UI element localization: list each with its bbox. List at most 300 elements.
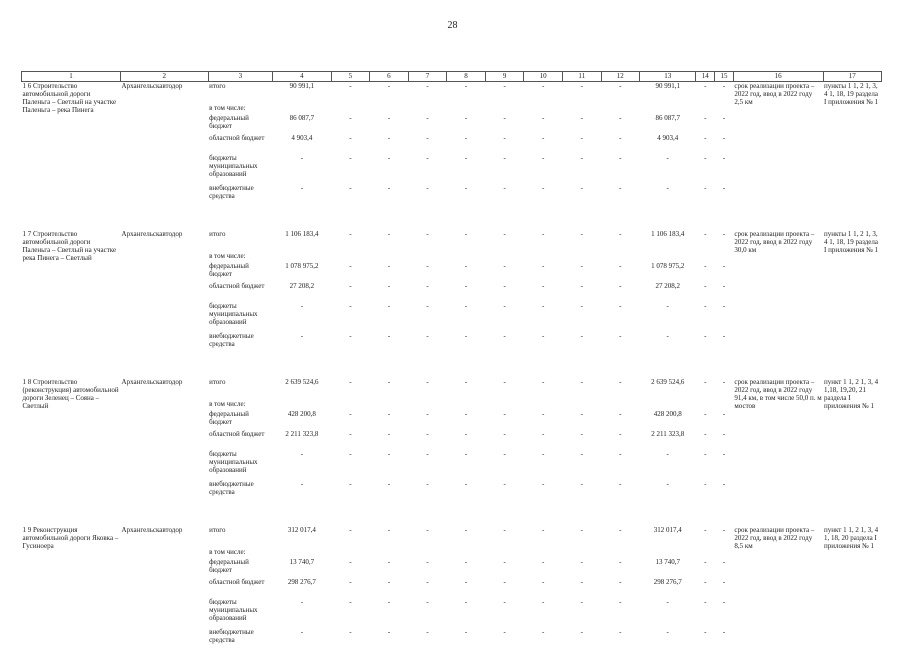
year-2022-amount-cell: [640, 252, 696, 262]
total-amount-cell: 1 078 975,2: [285, 261, 319, 270]
executor-cell: Архангельскавтодор: [121, 229, 183, 238]
funding-source-label: областной бюджет: [209, 577, 265, 586]
year-amount-cell: -: [722, 577, 726, 586]
col-header: 10: [524, 72, 563, 82]
year-amount-cell: -: [619, 597, 622, 606]
total-amount-cell: 86 087,7: [289, 113, 315, 122]
year-amount-cell: -: [464, 525, 468, 534]
year-amount-cell: -: [349, 449, 352, 458]
col-header: 16: [733, 72, 823, 82]
year-amount-cell: -: [704, 577, 707, 586]
year-amount-cell: -: [722, 133, 726, 142]
year-amount-cell: -: [349, 577, 352, 586]
year-amount-cell: [485, 104, 524, 114]
year-amount-cell: -: [722, 261, 726, 270]
year-amount-cell: [370, 400, 409, 410]
year-amount-cell: [447, 252, 486, 262]
year-amount-cell: -: [580, 281, 583, 290]
year-amount-cell: -: [542, 301, 545, 310]
total-amount-cell: 428 200,8: [287, 409, 316, 418]
funding-source-label: областной бюджет: [209, 281, 265, 290]
year-amount-cell: -: [387, 377, 391, 386]
year-amount-cell: -: [464, 377, 468, 386]
year-amount-cell: -: [619, 133, 622, 142]
year-amount-cell: -: [503, 627, 506, 636]
table-body: [22, 72, 882, 650]
funding-source-label: итого: [209, 525, 226, 534]
total-amount-cell: -: [300, 627, 304, 636]
year-amount-cell: -: [503, 597, 506, 606]
year-amount-cell: -: [580, 525, 583, 534]
year-amount-cell: -: [580, 557, 583, 566]
year-amount-cell: -: [722, 429, 726, 438]
spacer-cell: [22, 206, 882, 230]
col-header: 15: [715, 72, 734, 82]
year-amount-cell: -: [503, 281, 506, 290]
table-row: [22, 526, 882, 548]
col-header: 7: [408, 72, 447, 82]
year-amount-cell: -: [464, 113, 468, 122]
year-amount-cell: [715, 252, 734, 262]
year-amount-cell: -: [387, 577, 391, 586]
year-amount-cell: [715, 104, 734, 114]
column-number-row: [22, 72, 882, 82]
year-amount-cell: -: [580, 409, 583, 418]
year-amount-cell: -: [704, 331, 707, 340]
year-2022-amount-cell: -: [666, 627, 669, 636]
year-2022-amount-cell: -: [666, 331, 669, 340]
year-amount-cell: -: [580, 229, 583, 238]
year-amount-cell: -: [426, 331, 429, 340]
year-amount-cell: -: [349, 429, 352, 438]
year-amount-cell: [524, 252, 563, 262]
year-amount-cell: -: [722, 377, 726, 386]
year-amount-cell: -: [542, 597, 545, 606]
year-amount-cell: [408, 104, 447, 114]
total-amount-cell: -: [300, 331, 304, 340]
year-amount-cell: -: [387, 281, 391, 290]
col-header: 17: [823, 72, 882, 82]
result-cell: срок реализации проекта – 2022 год, ввод в 2022 году 2,5 км: [734, 82, 815, 106]
funding-source-label: бюджеты муниципальных образований: [209, 301, 258, 326]
year-amount-cell: -: [722, 597, 726, 606]
year-amount-cell: -: [580, 627, 583, 636]
total-amount-cell: -: [300, 597, 304, 606]
year-amount-cell: -: [722, 82, 726, 90]
funding-source-label: итого: [209, 377, 226, 386]
funding-source-label: в том числе:: [209, 251, 246, 260]
year-amount-cell: -: [722, 449, 726, 458]
year-amount-cell: -: [619, 525, 622, 534]
year-amount-cell: -: [387, 301, 391, 310]
year-amount-cell: -: [464, 479, 468, 488]
year-amount-cell: -: [704, 133, 707, 142]
year-amount-cell: -: [349, 479, 352, 488]
spacer-cell: [22, 502, 882, 526]
year-amount-cell: -: [349, 183, 352, 192]
year-amount-cell: -: [464, 429, 468, 438]
year-amount-cell: -: [542, 133, 545, 142]
year-amount-cell: -: [426, 525, 429, 534]
total-amount-cell: -: [300, 449, 304, 458]
year-amount-cell: -: [426, 261, 429, 270]
year-amount-cell: [696, 252, 715, 262]
page-number: 28: [447, 20, 458, 31]
project-name-cell: 1 6 Строительство автомобильной дороги Паленьга – Светлый на участке Паленьга – река Пинега: [22, 82, 117, 114]
year-amount-cell: -: [426, 577, 429, 586]
year-amount-cell: -: [387, 113, 391, 122]
year-amount-cell: -: [704, 409, 707, 418]
year-amount-cell: -: [704, 377, 707, 386]
col-header: 14: [696, 72, 715, 82]
year-amount-cell: -: [619, 479, 622, 488]
year-amount-cell: -: [503, 409, 506, 418]
year-amount-cell: -: [580, 133, 583, 142]
col-header: 1: [22, 72, 121, 82]
year-amount-cell: -: [704, 183, 707, 192]
year-amount-cell: -: [619, 153, 622, 162]
year-amount-cell: -: [503, 113, 506, 122]
year-amount-cell: -: [580, 153, 583, 162]
year-amount-cell: -: [503, 377, 506, 386]
funding-source-label: федеральный бюджет: [209, 261, 249, 278]
funding-source-label: внебюджетные средства: [209, 183, 254, 200]
total-amount-cell: -: [300, 153, 304, 162]
year-amount-cell: [696, 400, 715, 410]
col-header: 9: [485, 72, 524, 82]
funding-source-label: в том числе:: [209, 399, 246, 408]
year-amount-cell: -: [464, 557, 468, 566]
year-amount-cell: [601, 400, 640, 410]
year-2022-amount-cell: [640, 548, 696, 558]
year-amount-cell: -: [464, 261, 468, 270]
section-spacer: [22, 354, 882, 378]
funding-source-label: бюджеты муниципальных образований: [209, 597, 258, 622]
year-amount-cell: -: [426, 229, 429, 238]
funding-source-label: итого: [209, 82, 226, 90]
year-amount-cell: -: [387, 229, 391, 238]
year-2022-amount-cell: -: [666, 183, 669, 192]
year-2022-amount-cell: -: [666, 449, 669, 458]
year-amount-cell: -: [349, 261, 352, 270]
year-amount-cell: -: [542, 113, 545, 122]
year-amount-cell: -: [619, 409, 622, 418]
year-amount-cell: -: [503, 557, 506, 566]
funding-source-label: областной бюджет: [209, 429, 265, 438]
year-amount-cell: -: [387, 449, 391, 458]
year-amount-cell: -: [580, 301, 583, 310]
year-amount-cell: -: [387, 183, 391, 192]
year-amount-cell: [562, 548, 601, 558]
year-amount-cell: -: [542, 183, 545, 192]
year-amount-cell: -: [722, 409, 726, 418]
year-amount-cell: -: [426, 627, 429, 636]
funding-source-label: внебюджетные средства: [209, 627, 254, 644]
year-amount-cell: -: [503, 261, 506, 270]
year-amount-cell: -: [503, 153, 506, 162]
year-amount-cell: [485, 548, 524, 558]
year-amount-cell: -: [580, 82, 583, 90]
year-amount-cell: -: [619, 627, 622, 636]
year-amount-cell: [370, 548, 409, 558]
year-2022-amount-cell: 2 639 524,6: [651, 377, 685, 386]
year-amount-cell: -: [464, 449, 468, 458]
year-amount-cell: -: [503, 301, 506, 310]
year-2022-amount-cell: [640, 104, 696, 114]
year-amount-cell: -: [387, 261, 391, 270]
year-amount-cell: -: [426, 597, 429, 606]
year-amount-cell: -: [580, 449, 583, 458]
executor-cell: Архангельскавтодор: [121, 525, 183, 534]
table-row: [22, 82, 882, 104]
year-2022-amount-cell: 86 087,7: [655, 113, 680, 122]
year-amount-cell: -: [349, 557, 352, 566]
total-amount-cell: 1 106 183,4: [285, 229, 319, 238]
year-amount-cell: -: [580, 479, 583, 488]
year-amount-cell: [562, 252, 601, 262]
year-amount-cell: -: [619, 301, 622, 310]
year-amount-cell: [524, 400, 563, 410]
year-2022-amount-cell: 27 208,2: [655, 281, 680, 290]
year-amount-cell: -: [722, 479, 726, 488]
year-amount-cell: [485, 400, 524, 410]
year-amount-cell: -: [464, 409, 468, 418]
funding-source-label: в том числе:: [209, 547, 246, 556]
year-amount-cell: [331, 252, 370, 262]
total-amount-cell: [273, 400, 331, 410]
year-amount-cell: -: [542, 577, 545, 586]
funding-source-label: федеральный бюджет: [209, 113, 249, 130]
year-amount-cell: [601, 252, 640, 262]
year-amount-cell: -: [464, 597, 468, 606]
year-amount-cell: [408, 252, 447, 262]
executor-cell: Архангельскавтодор: [121, 377, 183, 386]
year-amount-cell: -: [619, 331, 622, 340]
year-amount-cell: -: [580, 377, 583, 386]
year-amount-cell: -: [426, 153, 429, 162]
result-cell: срок реализации проекта – 2022 год, ввод в 2022 году 30,0 км: [734, 229, 815, 254]
year-2022-amount-cell: 90 991,1: [655, 82, 680, 90]
year-2022-amount-cell: -: [666, 301, 669, 310]
year-amount-cell: -: [426, 133, 429, 142]
year-amount-cell: -: [426, 301, 429, 310]
year-2022-amount-cell: -: [666, 597, 669, 606]
year-amount-cell: -: [387, 557, 391, 566]
total-amount-cell: -: [300, 301, 304, 310]
executor-cell: Архангельскавтодор: [121, 82, 183, 90]
year-amount-cell: -: [542, 229, 545, 238]
year-2022-amount-cell: 1 106 183,4: [651, 229, 685, 238]
section-spacer: [22, 502, 882, 526]
year-amount-cell: [370, 252, 409, 262]
table-row: [22, 378, 882, 400]
year-amount-cell: [601, 548, 640, 558]
year-amount-cell: -: [464, 183, 468, 192]
year-amount-cell: -: [580, 113, 583, 122]
year-amount-cell: -: [387, 133, 391, 142]
year-amount-cell: [524, 104, 563, 114]
total-amount-cell: 298 276,7: [287, 577, 316, 586]
year-amount-cell: -: [349, 331, 352, 340]
col-header: 12: [601, 72, 640, 82]
year-amount-cell: -: [503, 479, 506, 488]
col-header: 8: [447, 72, 486, 82]
year-amount-cell: -: [619, 113, 622, 122]
year-amount-cell: -: [619, 429, 622, 438]
year-amount-cell: [696, 548, 715, 558]
funding-source-label: областной бюджет: [209, 133, 265, 142]
year-amount-cell: [715, 548, 734, 558]
year-amount-cell: -: [464, 331, 468, 340]
year-amount-cell: -: [349, 113, 352, 122]
year-amount-cell: -: [722, 331, 726, 340]
year-amount-cell: -: [704, 429, 707, 438]
year-amount-cell: -: [503, 183, 506, 192]
year-amount-cell: [447, 548, 486, 558]
year-amount-cell: -: [542, 82, 545, 90]
year-amount-cell: -: [704, 113, 707, 122]
year-amount-cell: -: [387, 479, 391, 488]
total-amount-cell: 27 208,2: [289, 281, 315, 290]
funding-source-label: внебюджетные средства: [209, 331, 254, 348]
funding-source-label: бюджеты муниципальных образований: [209, 153, 258, 178]
total-amount-cell: 4 903,4: [291, 133, 313, 142]
funding-source-label: в том числе:: [209, 103, 246, 112]
year-amount-cell: -: [704, 479, 707, 488]
year-amount-cell: [562, 104, 601, 114]
year-amount-cell: -: [722, 557, 726, 566]
year-amount-cell: [331, 104, 370, 114]
year-amount-cell: -: [503, 577, 506, 586]
program-table: [21, 71, 882, 650]
year-amount-cell: -: [426, 113, 429, 122]
year-amount-cell: -: [503, 133, 506, 142]
year-amount-cell: -: [619, 183, 622, 192]
year-amount-cell: -: [387, 525, 391, 534]
year-amount-cell: [447, 104, 486, 114]
year-amount-cell: -: [349, 281, 352, 290]
year-amount-cell: -: [387, 331, 391, 340]
reference-cell: пункты 1 1, 2 1, 3, 4 1, 18, 19 раздела I приложения № 1: [824, 82, 879, 106]
total-amount-cell: 2 211 323,8: [285, 429, 319, 438]
year-amount-cell: -: [542, 377, 545, 386]
year-2022-amount-cell: 4 903,4: [657, 133, 679, 142]
year-2022-amount-cell: 2 211 323,8: [651, 429, 685, 438]
reference-cell: пункты 1 1, 2 1, 3, 4 1, 18, 19 раздела I приложения № 1: [824, 229, 879, 254]
year-amount-cell: -: [387, 409, 391, 418]
col-header: 11: [562, 72, 601, 82]
year-amount-cell: -: [619, 377, 622, 386]
year-amount-cell: -: [349, 525, 352, 534]
year-2022-amount-cell: -: [666, 153, 669, 162]
year-amount-cell: -: [619, 82, 622, 90]
year-2022-amount-cell: 428 200,8: [653, 409, 682, 418]
col-header: 6: [370, 72, 409, 82]
year-amount-cell: -: [704, 229, 707, 238]
year-amount-cell: -: [387, 597, 391, 606]
project-name-cell: 1 7 Строительство автомобильной дороги Паленьга – Светлый на участке река Пинега – Светлый: [22, 229, 117, 262]
total-amount-cell: [273, 104, 331, 114]
year-amount-cell: -: [464, 133, 468, 142]
year-amount-cell: -: [503, 525, 506, 534]
year-amount-cell: -: [722, 281, 726, 290]
year-amount-cell: -: [426, 409, 429, 418]
year-amount-cell: -: [503, 82, 506, 90]
year-amount-cell: -: [542, 627, 545, 636]
year-2022-amount-cell: 1 078 975,2: [651, 261, 685, 270]
project-name-cell: 1 9 Реконструкция автомобильной дороги Яковка – Гусиноера: [22, 525, 119, 550]
year-amount-cell: -: [349, 597, 352, 606]
year-amount-cell: -: [426, 377, 429, 386]
year-amount-cell: [601, 104, 640, 114]
year-amount-cell: -: [426, 479, 429, 488]
year-amount-cell: -: [349, 627, 352, 636]
year-amount-cell: -: [542, 479, 545, 488]
total-amount-cell: [273, 252, 331, 262]
year-amount-cell: -: [426, 449, 429, 458]
year-amount-cell: -: [704, 281, 707, 290]
year-amount-cell: -: [464, 301, 468, 310]
year-amount-cell: -: [542, 429, 545, 438]
year-2022-amount-cell: 13 740,7: [655, 557, 680, 566]
year-amount-cell: -: [619, 229, 622, 238]
year-amount-cell: -: [542, 449, 545, 458]
year-amount-cell: -: [464, 577, 468, 586]
year-amount-cell: -: [349, 229, 352, 238]
year-amount-cell: -: [722, 627, 726, 636]
year-amount-cell: -: [464, 281, 468, 290]
year-amount-cell: -: [722, 183, 726, 192]
year-amount-cell: -: [704, 525, 707, 534]
year-amount-cell: -: [619, 449, 622, 458]
year-amount-cell: -: [542, 281, 545, 290]
year-amount-cell: -: [349, 301, 352, 310]
project-name-cell: 1 8 Строительство (реконструкция) автомобильной дороги Зеленец – Сояна – Светлый: [22, 377, 119, 410]
year-2022-amount-cell: 298 276,7: [653, 577, 682, 586]
year-amount-cell: -: [387, 153, 391, 162]
funding-source-label: бюджеты муниципальных образований: [209, 449, 258, 474]
col-header: 3: [208, 72, 273, 82]
year-amount-cell: [562, 400, 601, 410]
year-amount-cell: [408, 548, 447, 558]
total-amount-cell: 312 017,4: [287, 525, 316, 534]
year-amount-cell: -: [426, 429, 429, 438]
total-amount-cell: [273, 548, 331, 558]
year-amount-cell: -: [704, 627, 707, 636]
year-amount-cell: -: [387, 429, 391, 438]
year-amount-cell: -: [542, 153, 545, 162]
year-amount-cell: -: [722, 525, 726, 534]
total-amount-cell: 13 740,7: [289, 557, 315, 566]
year-amount-cell: -: [704, 301, 707, 310]
year-amount-cell: -: [542, 409, 545, 418]
total-amount-cell: -: [300, 479, 304, 488]
year-amount-cell: -: [722, 113, 726, 122]
year-amount-cell: [370, 104, 409, 114]
total-amount-cell: -: [300, 183, 304, 192]
year-amount-cell: -: [349, 377, 352, 386]
col-header: 2: [121, 72, 209, 82]
year-amount-cell: -: [580, 183, 583, 192]
year-amount-cell: -: [580, 331, 583, 340]
year-amount-cell: -: [387, 627, 391, 636]
year-amount-cell: -: [542, 331, 545, 340]
year-amount-cell: [331, 400, 370, 410]
year-amount-cell: -: [722, 229, 726, 238]
year-amount-cell: -: [580, 597, 583, 606]
year-amount-cell: -: [619, 281, 622, 290]
section-spacer: [22, 206, 882, 230]
